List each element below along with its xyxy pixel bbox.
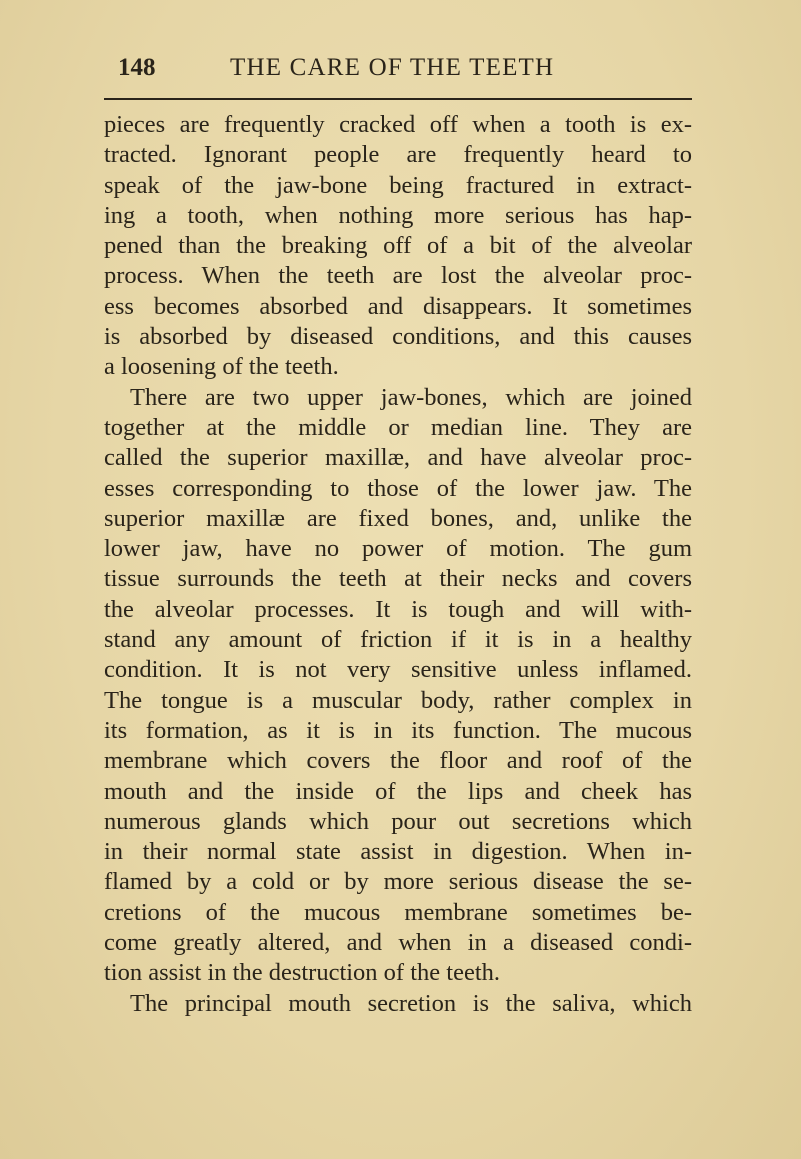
text-line: process. When the teeth are lost the alveolar proc- xyxy=(104,262,692,290)
text-line: called the superior maxillæ, and have alveolar proc- xyxy=(104,444,692,472)
text-line: pieces are frequently cracked off when a tooth is ex- xyxy=(104,111,692,138)
text-line: There are two upper jaw-bones, which are joined xyxy=(130,383,692,411)
running-title: THE CARE OF THE TEETH xyxy=(230,54,555,81)
text-line: is absorbed by diseased conditions, and this causes xyxy=(104,323,692,351)
text-line: lower jaw, have no power of motion. The gum xyxy=(104,535,692,563)
text-line: tracted. Ignorant people are frequently heard to xyxy=(104,141,692,169)
text-line: pened than the breaking off of a bit of the alveolar xyxy=(104,232,692,260)
text-line: cretions of the mucous membrane sometimes be- xyxy=(104,898,692,926)
text-line: stand any amount of friction if it is in a healthy xyxy=(104,626,692,654)
text-line: condition. It is not very sensitive unless inflamed. xyxy=(104,656,692,684)
text-line: ing a tooth, when nothing more serious has hap- xyxy=(104,201,692,229)
text-line: tion assist in the destruction of the teeth. xyxy=(104,959,501,987)
page-number: 148 xyxy=(118,54,156,81)
text-line: together at the middle or median line. They are xyxy=(104,413,692,441)
body-text xyxy=(104,110,692,1019)
text-line: The principal mouth secretion is the saliva, which xyxy=(130,989,692,1017)
text-line: its formation, as it is in its function. The mucous xyxy=(104,716,692,744)
running-head xyxy=(118,54,686,88)
text-line: speak of the jaw-bone being fractured in extract- xyxy=(104,171,692,199)
text-line: The tongue is a muscular body, rather complex in xyxy=(104,686,692,714)
text-line: membrane which covers the floor and roof of the xyxy=(104,747,692,775)
text-line: flamed by a cold or by more serious disease the se- xyxy=(104,868,692,896)
text-line: in their normal state assist in digestion. When in- xyxy=(104,838,692,866)
text-line: mouth and the inside of the lips and cheek has xyxy=(104,777,692,805)
text-line: a loosening of the teeth. xyxy=(104,353,339,381)
text-line: esses corresponding to those of the lower jaw. The xyxy=(104,474,692,502)
text-line: come greatly altered, and when in a diseased condi- xyxy=(104,929,692,957)
text-line: numerous glands which pour out secretions which xyxy=(104,807,692,835)
text-line: tissue surrounds the teeth at their necks and covers xyxy=(104,565,692,593)
text-line: superior maxillæ are fixed bones, and, unlike the xyxy=(104,504,692,532)
header-rule xyxy=(104,98,692,100)
text-line: ess becomes absorbed and disappears. It sometimes xyxy=(104,292,692,320)
text-line: the alveolar processes. It is tough and will with- xyxy=(104,595,692,623)
